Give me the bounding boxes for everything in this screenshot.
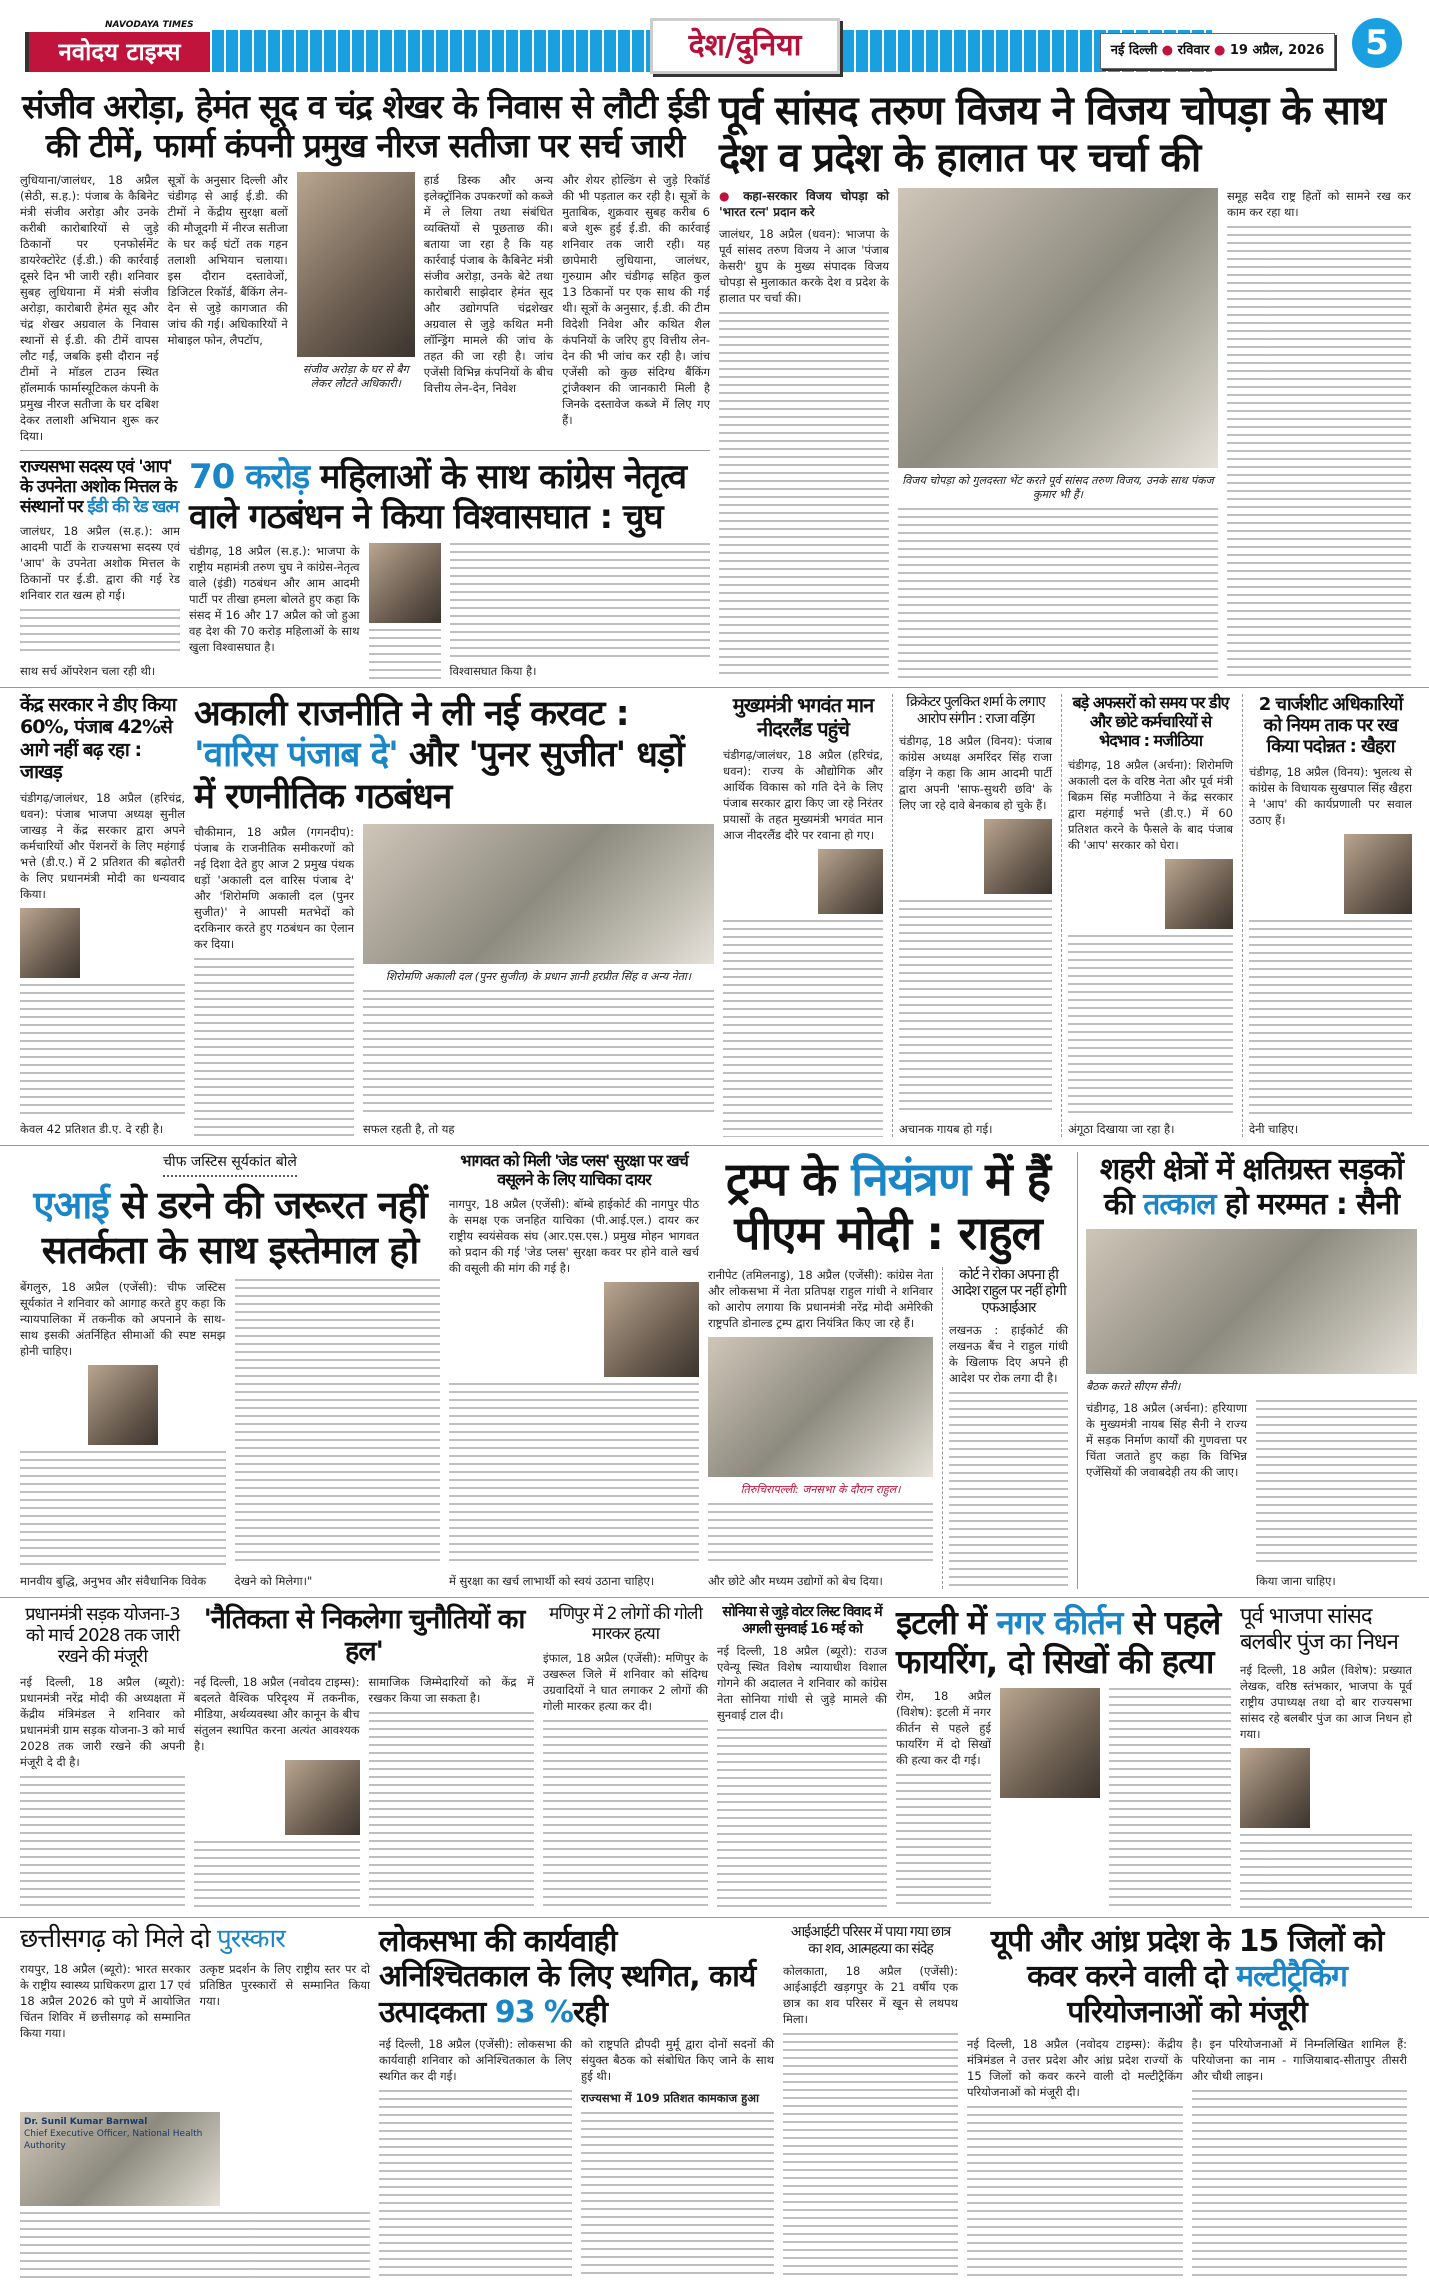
chopra-caption: विजय चोपड़ा को गुलदस्ता भेंट करते पूर्व सांसद तरुण विजय, उनके साथ पंकज कुमार भी हैं।	[902, 474, 1214, 502]
rahul-end: और छोटे और मध्यम उद्योगों को बेच दिया।	[708, 1574, 883, 1588]
sonia-lead: नई दिल्ली, 18 अप्रैल (ब्यूरो): राउज एवेन्यू स्थित विशेष न्यायाधीश विशाल गोगने की अदालत ने शनिवार को कांग्रेस नेता सोनिया गांधी से जुड़े मामले की सुनवाई टाल दी।	[717, 1644, 887, 1723]
story-punj	[1240, 1604, 1412, 1909]
headline-italy-c: से पहले फायरिंग, दो सिखों की हत्या	[896, 1603, 1221, 1681]
ed-caption: संजीव अरोड़ा के घर से बैग लेकर लौटते अधिकारी।	[302, 362, 409, 390]
dateline: नई दिल्ली ● रविवार ● 19 अप्रैल, 2026	[1100, 33, 1335, 69]
headline-saini-c: हो मरम्मत : सैनी	[1215, 1187, 1400, 1223]
chugh-lead: चंडीगढ़, 18 अप्रैल (स.ह.): भाजपा के राष्ट्रीय महामंत्री तरुण चुघ ने कांग्रेस-नेतृत्व वाले (इंडी) गठबंधन और आम आदमी पार्टी पर तीखा हमला बोलते हुए कहा कि संसद में 16 और 17 अप्रैल को जो हुआ वह देश की 70 करोड़ महिलाओं के साथ खुला विश्वासघात है।	[189, 544, 360, 655]
rail-text	[967, 2106, 1183, 2278]
headline-da: केंद्र सरकार ने डीए किया 60%, पंजाब 42%से आगे नहीं बढ़ रहा : जाखड़	[20, 694, 176, 784]
saini-photo	[1086, 1229, 1417, 1374]
headline-rail-a: यूपी और आंध्र प्रदेश के 15 जिलों को कवर करने वाली दो	[990, 1924, 1384, 1995]
bhagwat-end: में सुरक्षा का खर्च लाभार्थी को स्वयं उठाना चाहिए।	[449, 1574, 655, 1588]
mittal-text	[20, 609, 180, 657]
khaira-photo	[1344, 834, 1412, 914]
day: रविवार	[1177, 43, 1210, 58]
story-cg	[20, 1924, 370, 2278]
chopra-text	[719, 312, 889, 679]
bhagwat-text	[449, 1383, 699, 1567]
headline-rahul	[708, 1152, 1068, 1261]
khaira-end: देनी चाहिए।	[1249, 1122, 1299, 1136]
ed-col4: और शेयर होल्डिंग से जुड़े रिकॉर्ड की भी पड़ताल कर रही है। सूत्रों के मुताबिक, शुक्रवार सुबह करीब 6 बजे शुरू हुई ई.डी. की कार्रवाई शनिवार तक जारी रही। यह छापेमारी लुधियाना, जालंधर, गुरुग्राम और चंडीगढ़ सहित कुल 13 ठिकानों पर एक साथ की गई थी। सूत्रों के अनुसार, ई.डी. की टीम विदेशी निवेश और कथित शैल कंपनियों के जरिए हुए वित्तीय लेन-देन की भी जांच कर रही है। जांच एजेंसी को कुछ संदिग्ध बैंकिंग ट्रांजैक्शन की जानकारी मिली है जिनके दस्तावेज कब्जे में लिए गए हैं।	[562, 172, 710, 427]
chopra-right-lead: समूह सदैव राष्ट्र हितों को सामने रख कर काम कर रहा था।	[1227, 189, 1411, 220]
akali-end: सफल रहती है, तो यह	[363, 1122, 455, 1136]
ed-col2: सूत्रों के अनुसार दिल्ली और चंडीगढ़ से आई ई.डी. की टीमों ने केंद्रीय सुरक्षा बलों की मौजूदगी में नीरज सतीजा के घर कई घंटों तक गहन तलाशी अभियान चलाया। इस दौरान दस्तावेजों, डिजिटल रिकॉर्ड, बैंकिंग लेन-देन से जुड़े कागजात की जांच की गई। अधिकारियों ने मोबाइल फोन, लैपटॉप,	[167, 172, 288, 347]
date: 19 अप्रैल, 2026	[1229, 43, 1325, 58]
ai-text2	[235, 1279, 441, 1567]
headline-rahul-b: नियंत्रण	[851, 1152, 971, 1206]
naitikta-lead2: सामाजिक जिम्मेदारियों को केंद्र में रखकर किया जा सकता है।	[368, 1674, 534, 1705]
loksabha-text	[379, 2090, 572, 2278]
rahul-sub-text	[949, 1392, 1068, 1589]
cricket-lead: चंडीगढ़, 18 अप्रैल (विनय): पंजाब कांग्रेस अध्यक्ष अमरिंदर सिंह राजा वड़िंग ने कहा कि आम आदमी पार्टी द्वारा अपनी 'साफ-सुथरी छवि' के लिए जा रहे दावे बेनकाब हो चुके हैं।	[899, 734, 1052, 813]
story-da	[20, 694, 185, 1137]
italy-lead: रोम, 18 अप्रैल (विशेष): इटली में नगर कीर्तन से पहले हुई फायरिंग में दो सिखों की हत्या कर दी गई।	[896, 1688, 991, 1767]
cg-lead: रायपुर, 18 अप्रैल (ब्यूरो): भारत सरकार के राष्ट्रीय स्वास्थ्य प्राधिकरण द्वारा 17 एवं 18 अप्रैल 2026 को पुणे में आयोजित चिंतन शिविर में छत्तीसगढ़ को सम्मानित किया गया।	[20, 1961, 191, 2040]
headline-ai	[20, 1183, 440, 1273]
warring-photo	[984, 819, 1052, 894]
saini-text	[1256, 1400, 1417, 1567]
headline-rahul-c: में हैं पीएम मोदी : राहुल	[734, 1152, 1051, 1261]
headline-mann: मुख्यमंत्री भगवंत मान नीदरलैंड पहुंचे	[732, 693, 874, 741]
row-1-left	[20, 88, 710, 679]
jakhar-photo	[20, 908, 80, 978]
row-5	[0, 1918, 1429, 2286]
ed-col3: हार्ड डिस्क और अन्य इलेक्ट्रॉनिक उपकरणों को कब्जे में ले लिया तथा संबंधित व्यक्तियों से पूछताछ की। बताया जा रहा है कि यह कार्रवाई पंजाब के कैबिनेट मंत्री संजीव अरोड़ा, उनके बेटे तथा कारोबारी साझेदार हेमंत सूद और उद्योगपति चंद्रशेखर अग्रवाल से जुड़े कथित मनी लॉन्ड्रिंग मामले की जांच के तहत की जा रही है। जांच एजेंसी विभिन्न कंपनियों के बीच वित्तीय लेन-देन, निवेश	[423, 172, 554, 395]
mann-lead: चंडीगढ़/जालंधर, 18 अप्रैल (हरिचंद्र, धवन): राज्य के औद्योगिक और आर्थिक विकास को गति देने के लिए पंजाब सरकार द्वारा किए जा रहे निरंतर प्रयासों के तहत मुख्यमंत्री भगवंत मान आज नीदरलैंड दौरे पर रवाना हो गए।	[723, 748, 883, 843]
rahul-lead: रानीपेट (तमिलनाडु), 18 अप्रैल (एजेंसी): कांग्रेस नेता और लोकसभा में नेता प्रतिपक्ष राहुल गांधी ने शनिवार को आरोप लगाया कि प्रधानमंत्री नरेंद्र मोदी अमेरिकी राष्ट्रपति डोनाल्ड ट्रम्प द्वारा नियंत्रित किए जा रहे हैं।	[708, 1267, 933, 1330]
khaira-text	[1249, 920, 1412, 1115]
iit-text	[783, 2033, 958, 2278]
page-number: 5	[1352, 18, 1402, 68]
cg-lead2: उत्कृष्ट प्रदर्शन के लिए राष्ट्रीय स्तर पर दो प्रतिष्ठित पुरस्कारों से सम्मानित किया गया।	[199, 1961, 370, 2008]
italy-photo	[1000, 1688, 1100, 1798]
majithia-lead: चंडीगढ़, 18 अप्रैल (अर्चना): शिरोमणि अकाली दल के वरिष्ठ नेता और पूर्व मंत्री बिक्रम सिंह मजीठिया ने केंद्र सरकार द्वारा महंगाई भत्ते (डी.ए.) में 60 प्रतिशत करने के फैसले के बाद पंजाब की 'आप' सरकार को घेरा।	[1068, 757, 1233, 852]
headline-rail-b: मल्टीट्रैकिंग	[1236, 1959, 1347, 1995]
headline-loksabha-b: 93 %	[494, 1994, 573, 2030]
da-text	[20, 984, 185, 1115]
italy-text2	[896, 1774, 991, 1909]
story-ed	[20, 88, 710, 444]
headline-italy-b: नगर कीर्तन	[996, 1603, 1123, 1642]
row-2	[0, 688, 1429, 1146]
headline-punj: पूर्व भाजपा सांसद बलबीर पुंज का निधन	[1240, 1604, 1398, 1655]
newspaper-logo: नवोदय टाइम्स	[25, 32, 210, 72]
manipur-text	[543, 1720, 708, 1909]
headline-akali-b: 'वारिस पंजाब दे'	[194, 735, 398, 776]
da-end: केवल 42 प्रतिशत डी.ए. दे रही है।	[20, 1122, 164, 1136]
headline-ai-b: से डरने की जरूरत नहीं सतर्कता के साथ इस्तेमाल हो	[41, 1183, 427, 1272]
story-bhagwat	[449, 1152, 699, 1589]
headline-cg-b: पुरस्कार	[217, 1924, 285, 1954]
brand-small: NAVODAYA TIMES	[105, 20, 194, 30]
rahul-text	[708, 1503, 933, 1567]
story-sonia	[717, 1604, 887, 1909]
rahul-caption: तिरुचिरापल्ली: जनसभा के दौरान राहुल।	[740, 1482, 901, 1496]
headline-manipur: मणिपुर में 2 लोगों की गोली मारकर हत्या	[549, 1604, 702, 1645]
saini-end: किया जाना चाहिए।	[1256, 1574, 1336, 1588]
headline-chopra: पूर्व सांसद तरुण विजय ने विजय चोपड़ा के साथ देश व प्रदेश के हालात पर चर्चा की	[719, 88, 1385, 182]
story-ai	[20, 1152, 440, 1589]
akali-text	[194, 958, 354, 1137]
da-lead: चंडीगढ़/जालंधर, 18 अप्रैल (हरिचंद्र, धवन): पंजाब भाजपा अध्यक्ष सुनील जाखड़ ने केंद्र सरकार द्वारा अपने कर्मचारियों और पेंशनरों के लिए महंगाई भत्ते (डी.ए.) में 2 प्रतिशत की बढ़ोतरी के लिए प्रधानमंत्री मोदी का धन्यवाद किया।	[20, 790, 185, 901]
row-1	[0, 82, 1429, 688]
story-chopra	[719, 88, 1411, 679]
headline-italy	[896, 1604, 1231, 1682]
headline-ed: संजीव अरोड़ा, हेमंत सूद व चंद्र शेखर के निवास से लौटी ईडी की टीमें, फार्मा कंपनी प्रमुख नीरज सतीजा पर सर्च जारी	[22, 87, 708, 165]
headline-saini	[1086, 1152, 1417, 1223]
ai-kicker: चीफ जस्टिस सूर्यकांत बोले	[163, 1152, 297, 1177]
italy-text	[1109, 1688, 1231, 1909]
naitikta-photo	[285, 1760, 360, 1835]
row-3	[0, 1146, 1429, 1598]
bhagwat-photo	[604, 1282, 699, 1377]
headline-chugh-a: 70 करोड़	[189, 456, 310, 497]
story-majithia	[1061, 694, 1233, 1137]
chugh-text-a	[369, 629, 441, 679]
headline-sonia: सोनिया से जुड़े वोटर लिस्ट विवाद में अगली सुनवाई 16 मई को	[722, 1604, 882, 1637]
akali-photo	[363, 824, 714, 964]
headline-mittal-b: ईडी की रेड खत्म	[87, 496, 179, 517]
headline-chugh	[189, 457, 710, 537]
chugh-photo	[369, 543, 441, 623]
story-chugh	[189, 457, 710, 679]
section-title: देश/दुनिया	[650, 18, 840, 74]
headline-naitikta: 'नैतिकता से निकलेगा चुनौतियों का हल'	[203, 1604, 525, 1667]
headline-akali-a: अकाली राजनीति ने ली नई करवट :	[194, 694, 629, 734]
iit-lead: कोलकाता, 18 अप्रैल (एजेंसी): आईआईटी खड़गपुर के 21 वर्षीय एक छात्र का शव परिसर में खून से लथपथ मिला।	[783, 1964, 958, 2027]
akali-text2	[363, 990, 714, 1115]
story-cricket	[892, 694, 1052, 1137]
chopra-text3	[1227, 226, 1411, 679]
ed-col1: लुधियाना/जालंधर, 18 अप्रैल (सेठी, स.ह.): पंजाब के कैबिनेट मंत्री संजीव अरोड़ा और उनके करीबी कारोबारियों से जुड़े ठिकानों पर एनफोर्समेंट डायरेक्टोरेट (ई.डी.) की कार्रवाई दूसरे दिन भी जारी रही। शनिवार सुबह लुधियाना में मंत्री संजीव अरोड़ा, कारोबारी हेमंत सूद और चंद्र शेखर अग्रवाल के निवास स्थानों से ई.डी. की टीमें वापस लौट गईं, जबकि इसी दौरान नई टीमों ने मॉडल टाउन स्थित हॉलमार्क फार्मास्यूटिकल कंपनी के प्रमुख नीरज सतीजा के घर दबिश देकर तलाशी अभियान शुरू कर दिया।	[20, 172, 159, 443]
cg-text	[20, 2212, 370, 2278]
rahul-sub-lead: लखनऊ : हाईकोर्ट की लखनऊ बैंच ने राहुल गांधी के खिलाफ दिए अपने ही आदेश पर रोक लगा दी है।	[949, 1323, 1068, 1386]
masthead	[0, 0, 1429, 82]
rahul-photo	[708, 1337, 933, 1477]
headline-cg	[20, 1924, 370, 1955]
headline-loksabha-a: लोकसभा की कार्यवाही अनिश्चितकाल के लिए स्थगित, कार्य उत्पादकता	[379, 1924, 756, 2030]
cji-photo	[88, 1365, 158, 1445]
headline-rail-c: परियोजनाओं को मंजूरी	[1067, 1994, 1307, 2030]
loksabha-lead: नई दिल्ली, 18 अप्रैल (एजेंसी): लोकसभा की कार्यवाही शनिवार को अनिश्चितकाल के लिए स्थगित कर दी गई।	[379, 2037, 572, 2084]
akali-lead: चौकीमान, 18 अप्रैल (गगनदीप): पंजाब के राजनीतिक समीकरणों को नई दिशा देते हुए आज 2 प्रमुख पंथक धड़ों 'अकाली दल वारिस पंजाब दे' और 'शिरोमणि अकाली दल (पुनर सुजीत)' ने आपसी मतभेदों को दरकिनार करते हुए गठबंधन का ऐलान कर दिया।	[194, 824, 354, 951]
punj-lead: नई दिल्ली, 18 अप्रैल (विशेष): प्रख्यात लेखक, वरिष्ठ स्तंभकार, भाजपा के पूर्व राष्ट्रीय उपाध्यक्ष तथा दो बार राज्यसभा सांसद रहे बलबीर पुंज का आज निधन हो गया।	[1240, 1662, 1412, 1741]
headline-italy-a: इटली में	[896, 1603, 997, 1642]
headline-ai-a: एआई	[33, 1183, 109, 1227]
majithia-photo	[1165, 859, 1233, 929]
pmgsy-lead: नई दिल्ली, 18 अप्रैल (ब्यूरो): प्रधानमंत्री नरेंद्र मोदी की अध्यक्षता में केंद्रीय मंत्रिमंडल ने शनिवार को प्रधानमंत्री ग्राम सड़क योजना-3 को मार्च 2028 तक जारी रखने की अपनी मंजूरी दे दी है।	[20, 1674, 185, 1769]
headline-bhagwat: भागवत को मिली 'जेड प्लस' सुरक्षा पर खर्च वसूलने के लिए याचिका दायर	[460, 1151, 688, 1189]
row-1-left-lower	[20, 450, 710, 679]
punj-photo	[1240, 1748, 1310, 1828]
ai-quote-end: देखने को मिलेगा।"	[234, 1574, 313, 1588]
headline-saini-b: तत्काल	[1143, 1187, 1216, 1223]
naitikta-text2	[194, 1841, 360, 1909]
story-pmgsy	[20, 1604, 185, 1909]
majithia-text	[1068, 935, 1233, 1115]
mann-photo	[818, 849, 883, 914]
ai-end: मानवीय बुद्धि, अनुभव और संवैधानिक विवेक	[20, 1574, 207, 1588]
majithia-end: अंगूठा दिखाया जा रहा है।	[1068, 1122, 1175, 1136]
row-4	[0, 1598, 1429, 1918]
rail-lead: नई दिल्ली, 18 अप्रैल (नवोदय टाइम्स): केंद्रीय मंत्रिमंडल ने उत्तर प्रदेश और आंध्र प्रदेश राज्यों के 15 जिलों को कवर करने वाली दो मल्टीट्रैकिंग परियोजनाओं को मंजूरी दी।	[967, 2037, 1183, 2100]
rahul-sub-headline: कोर्ट ने रोका अपना ही आदेश राहुल पर नहीं होगी एफआईआर	[951, 1266, 1066, 1316]
headline-mittal-a: राज्यसभा सदस्य एवं 'आप' के उपनेता अशोक मित्तल के संस्थानों पर	[20, 456, 177, 517]
story-mann	[723, 694, 883, 1137]
headline-rahul-a: ट्रम्प के	[725, 1152, 852, 1206]
story-italy	[896, 1604, 1231, 1909]
sonia-text	[717, 1729, 887, 1909]
pmgsy-text	[20, 1776, 185, 1909]
akali-caption: शिरोमणि अकाली दल (पुनर सुजीत) के प्रधान ज्ञानी हरप्रीत सिंह व अन्य नेता।	[385, 969, 692, 983]
headline-akali	[194, 694, 714, 818]
headline-cg-a: छत्तीसगढ़ को मिले दो	[20, 1924, 217, 1954]
city: नई दिल्ली	[1110, 43, 1158, 58]
loksabha-sub: राज्यसभा में 109 प्रतिशत कामकाज हुआ	[581, 2091, 760, 2106]
chugh-text	[450, 543, 711, 657]
cg-photo	[20, 2112, 220, 2206]
story-khaira	[1242, 694, 1412, 1137]
cg-photo-sub: Chief Executive Officer, National Health Authority	[24, 2129, 203, 2152]
cricket-text	[899, 900, 1052, 1115]
headline-saini-a: शहरी क्षेत्रों में क्षतिग्रस्त सड़कों की	[1099, 1152, 1404, 1223]
ai-lead: बेंगलुरु, 18 अप्रैल (एजेंसी): चीफ जस्टिस सूर्यकांत ने शनिवार को आगाह करते हुए कहा कि न्यायपालिका में तकनीक को अपनाने के साथ-साथ इसकी अंतर्निहित सीमाओं की स्पष्ट समझ होनी चाहिए।	[20, 1279, 226, 1358]
headline-khaira: 2 चार्जशीट अधिकारियों को नियम ताक पर रख किया पदोन्नत : खैहरा	[1258, 694, 1403, 758]
headline-pmgsy: प्रधानमंत्री सड़क योजना-3 को मार्च 2028 तक जारी रखने की मंजूरी	[25, 1604, 180, 1668]
punj-text	[1240, 1834, 1412, 1909]
khaira-lead: चंडीगढ़, 18 अप्रैल (विनय): भुलत्थ से कांग्रेस के विधायक सुखपाल सिंह खैहरा ने 'आप' की कार्यप्रणाली पर सवाल उठाए हैं।	[1249, 764, 1412, 827]
headline-majithia: बड़े अफसरों को समय पर डीए और छोटे कर्मचारियों से भेदभाव : मजीठिया	[1072, 693, 1229, 750]
chopra-photo	[898, 188, 1218, 468]
mittal-lead: जालंधर, 18 अप्रैल (स.ह.): आम आदमी पार्टी के राज्यसभा सदस्य एवं 'आप' के उपनेता अशोक मित्तल के ठिकानों पर ई.डी. द्वारा की गई रेड शनिवार रात खत्म हो गई।	[20, 524, 180, 603]
story-naitikta	[194, 1604, 534, 1909]
naitikta-lead: नई दिल्ली, 18 अप्रैल (नवोदय टाइम्स): बदलते वैश्विक परिदृश्य में तकनीक, मीडिया, अर्थव्यवस्था और कानून के बीच संतुलन स्थापित करना अत्यंत आवश्यक है।	[194, 1674, 360, 1753]
story-loksabha	[379, 1924, 774, 2278]
mittal-end: साथ सर्च ऑपरेशन चला रही थी।	[20, 664, 156, 678]
bhagwat-lead: नागपुर, 18 अप्रैल (एजेंसी): बॉम्बे हाईकोर्ट की नागपुर पीठ के समक्ष एक जनहित याचिका (पी.आई.एल.) दायर कर राष्ट्रीय स्वयंसेवक संघ (आर.एस.एस.) प्रमुख मोहन भागवत को प्रदान की गई 'जेड प्लस' सुरक्षा कवर पर होने वाले खर्च की वसूली की मांग की गई है।	[449, 1196, 699, 1275]
ed-photo	[297, 172, 415, 357]
headline-cricket: क्रिकेटर पुलकित शर्मा के लगाए आरोप संगीन : राजा वड़िंग	[906, 694, 1045, 727]
cricket-end: अचानक गायब हो गई।	[899, 1122, 993, 1136]
saini-caption: बैठक करते सीएम सैनी।	[1086, 1379, 1181, 1393]
loksabha-text2	[581, 2112, 774, 2278]
story-mittal	[20, 457, 180, 679]
loksabha-lead2: को राष्ट्रपति द्रौपदी मुर्मू द्वारा दोनों सदनों की संयुक्त बैठक को संबोधित किए जाने के साथ हुई थी।	[581, 2037, 774, 2084]
headline-loksabha-c: रही	[573, 1994, 607, 2030]
headline-mittal	[20, 457, 180, 517]
headline-akali-c: और 'पुनर सुजीत' धड़ों में रणनीतिक गठबंधन	[194, 735, 684, 817]
story-iit	[783, 1924, 958, 2278]
story-rahul	[708, 1152, 1068, 1589]
cg-photo-text: Dr. Sunil Kumar Barnwal	[24, 2117, 148, 2128]
chopra-text2	[898, 508, 1218, 679]
headline-iit: आईआईटी परिसर में पाया गया छात्र का शव, आत्महत्या का संदेह	[790, 1924, 951, 1957]
headline-chugh-b: महिलाओं के साथ कांग्रेस नेतृत्व वाले गठबंधन ने किया विश्वासघात : चुघ	[189, 456, 687, 537]
headline-loksabha	[379, 1924, 774, 2030]
saini-lead: चंडीगढ़, 18 अप्रैल (अर्चना): हरियाणा के मुख्यमंत्री नायब सिंह सैनी ने राज्य में सड़क निर्माण कार्यों की गुणवत्ता पर चिंता जताते हुए कहा कि विभिन्न एजेंसियों की जवाबदेही तय की जाए।	[1086, 1400, 1247, 1479]
manipur-lead: इंफाल, 18 अप्रैल (एजेंसी): मणिपुर के उखरूल जिले में शनिवार को संदिग्ध उग्रवादियों ने घात लगाकर 2 लोगों की गोली मारकर हत्या कर दी।	[543, 1651, 708, 1714]
ed-columns	[20, 172, 710, 444]
story-akali	[194, 694, 714, 1137]
story-manipur	[543, 1604, 708, 1909]
mann-text	[723, 920, 883, 1137]
chopra-lead: जालंधर, 18 अप्रैल (धवन): भाजपा के पूर्व सांसद तरुण विजय ने आज 'पंजाब केसरी' ग्रुप के मुख्य संपादक विजय चोपड़ा से मुलाकात करके देश व प्रदेश के हालात पर चर्चा की।	[719, 227, 889, 306]
story-rail	[967, 1924, 1407, 2278]
story-saini	[1077, 1152, 1417, 1589]
headline-rail	[967, 1924, 1407, 2030]
rail-text2	[1192, 2090, 1408, 2278]
ai-text	[20, 1451, 226, 1567]
naitikta-text	[369, 1712, 535, 1909]
rail-lead2: है। इन परियोजनाओं में निम्नलिखित शामिल हैं: परियोजना का नाम - गाजियाबाद-सीतापुर तीसरी और चौथी लाइन।	[1191, 2037, 1407, 2084]
chopra-bullet: ● कहा-सरकार विजय चोपड़ा को 'भारत रत्न' प्रदान करे	[719, 188, 889, 220]
chugh-end: विश्वासघात किया है।	[449, 664, 537, 678]
